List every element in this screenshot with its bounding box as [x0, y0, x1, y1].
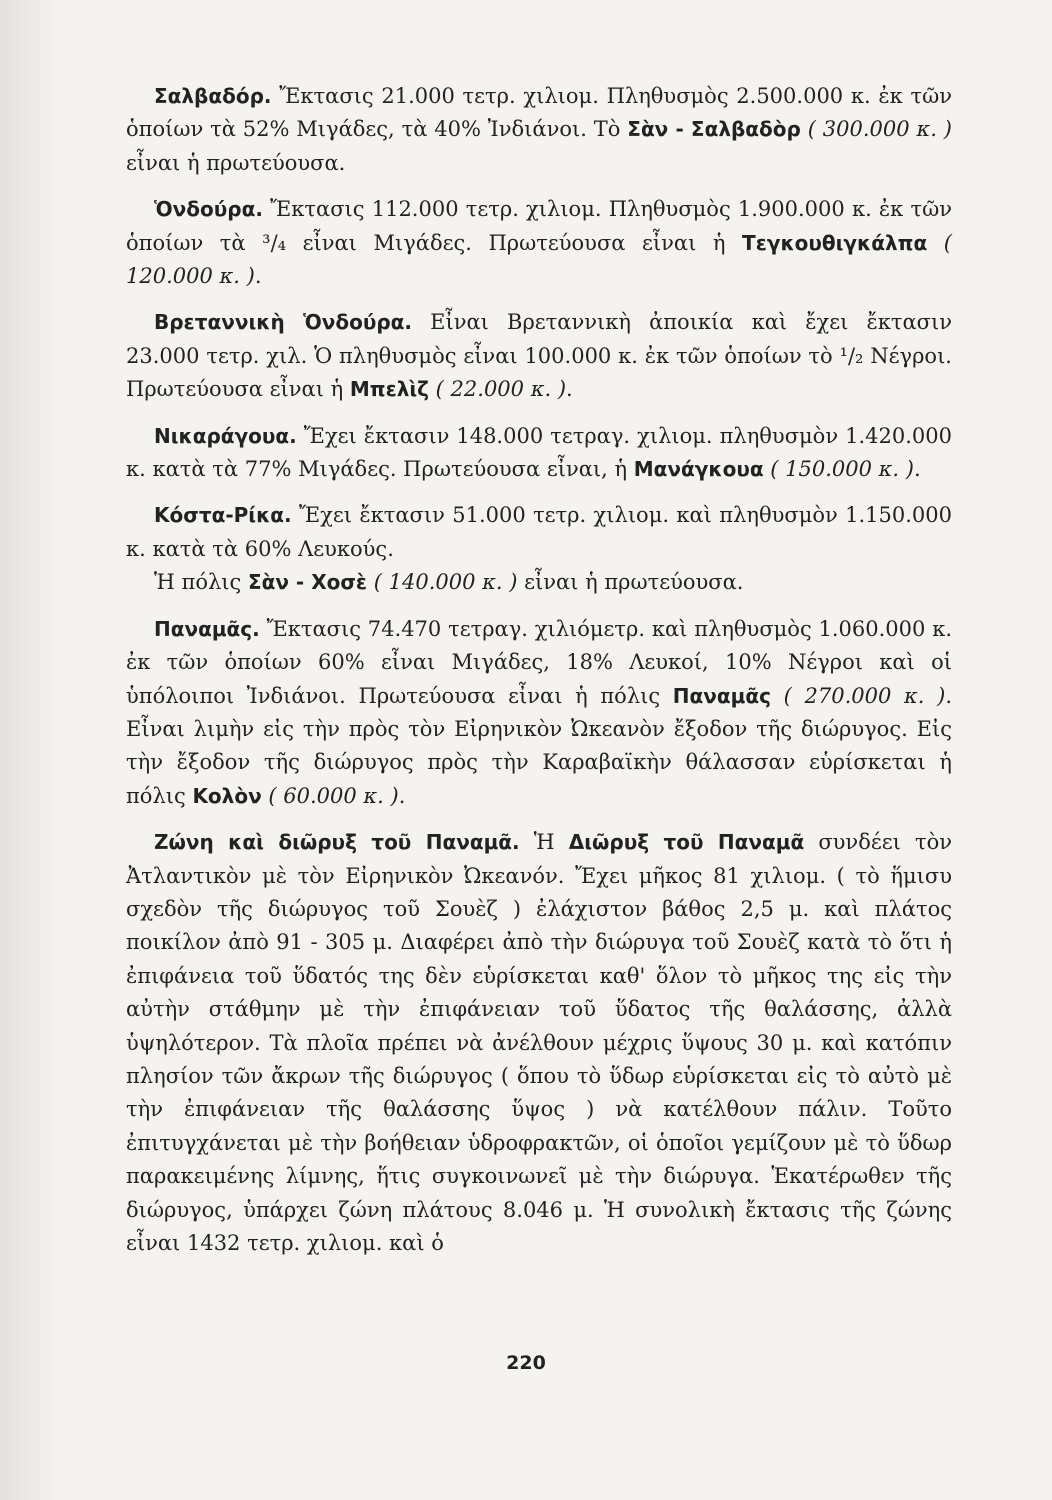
text: συνδέει τὸν Ἀτλαντικὸν μὲ τὸν Εἰρηνικὸν Ὠκεανόν. Ἔχει μῆκος 81 χιλιομ. ( τὸ ἥμισυ σχεδὸν τῆς διώρυγος τοῦ Σουὲζ ) ἐλάχιστον βάθος 2,5 μ. καὶ πλάτος ποικίλον ἀπὸ 91 - 305 μ. Διαφέρει ἀπὸ τὴν διώρυγα τοῦ Σουὲζ κατὰ τὸ ὅτι ἡ ἐπιφάνεια τοῦ ὕδατός της δὲν εὑρίσκεται καθ' ὅλον τὸ μῆκος της εἰς τὴν αὐτὴν στάθμην μὲ τὴν ἐπιφάνειαν τοῦ ὕδατος τῆς θαλάσσης, ἀλλὰ ὑψηλότερον. Τὰ πλοῖα πρέπει νὰ ἀνέλθουν μέχρις ὕψους 30 μ. καὶ κατόπιν πλησίον τῶν ἄκρων τῆς διώρυγος ( ὅπου τὸ ὕδωρ εὑρίσκεται εἰς τὸ αὐτὸ μὲ τὴν ἐπιφάνειαν τῆς θαλάσσης ὕψος ) νὰ κατέλθουν πάλιν. Τοῦτο ἐπιτυγχάνεται μὲ τὴν βοήθειαν ὑδροφρακτῶν, οἱ ὁποῖοι γεμίζουν μὲ τὸ ὕδωρ παρακειμένης λίμνης, ἥτις συγκοινωνεῖ μὲ τὴν διώρυγα. Ἑκατέρωθεν τῆς διώρυγος, ὑπάρχει ζώνη πλάτους 8.046 μ. Ἡ συνολικὴ ἔκτασις τῆς ζώνης εἶναι 1432 τετρ. χιλιομ. καὶ ὁ: [126, 830, 952, 1255]
paragraph-costa-rica: [126, 499, 952, 566]
paragraph-honduras: [126, 193, 952, 293]
paragraph-nicaragua: [126, 420, 952, 487]
bold-city: Κολὸν: [192, 783, 262, 808]
text: εἶναι ἡ πρωτεύουσα.: [524, 570, 744, 595]
bold-canal: Διῶρυξ τοῦ Παναμᾶ: [568, 830, 805, 855]
italic-population: ( 270.000 κ. ): [770, 683, 946, 708]
bold-city: Τεγκουθιγκάλπα: [742, 230, 928, 255]
heading-costa-rica: Κόστα-Ρίκα.: [154, 503, 292, 528]
italic-population: ( 60.000 κ. ): [261, 783, 399, 808]
text: Ἔκτασις 74.470 τετραγ. χιλιόμετρ. καὶ πληθυσμὸς 1.060.000 κ. ἐκ τῶν ὁποίων 60% εἶναι Μιγάδες, 18% Λευκοί, 10% Νέγροι καὶ οἱ ὑπόλοιποι Ἰνδιάνοι. Πρωτεύουσα εἶναι ἡ πόλις: [126, 616, 952, 708]
text: .: [254, 264, 262, 289]
italic-population: ( 300.000 κ. ): [800, 117, 952, 142]
heading-nicaragua: Νικαράγουα.: [154, 423, 297, 448]
text: εἶναι ἡ πρωτεύουσα.: [126, 150, 346, 175]
text: Ἡ πόλις: [154, 570, 248, 595]
text: . Εἶναι λιμὴν εἰς τὴν πρὸς τὸν Εἰρηνικὸν Ὠκεανὸν ἔξοδον τῆς διώρυγος. Εἰς τὴν ἔξοδον τῆς διώρυγος πρὸς τὴν Καραβαϊκὴν θάλασσαν εὑρίσκεται ἡ πόλις: [126, 683, 953, 808]
text: .: [398, 783, 406, 808]
bold-city: Σὰν - Σαλβαδὸρ: [627, 117, 801, 142]
heading-salvador: Σαλβαδόρ.: [154, 84, 272, 108]
page-number: 220: [506, 1352, 546, 1374]
italic-population: ( 120.000 κ. ): [126, 230, 952, 289]
italic-population: ( 150.000 κ. ): [763, 457, 914, 482]
heading-honduras: Ὁνδούρα.: [154, 197, 263, 222]
paragraph-british-honduras: [126, 306, 952, 406]
document-body: [126, 80, 952, 1273]
text: Ἔκτασις 112.000 τετρ. χιλιομ. Πληθυσμὸς 1.900.000 κ. ἐκ τῶν ὁποίων τὰ ³/₄ εἶναι Μιγάδες. Πρωτεύουσα εἶναι ἡ: [126, 197, 952, 255]
text: Εἶναι Βρεταννικὴ ἀποικία καὶ ἔχει ἔκτασιν 23.000 τετρ. χιλ. Ὁ πληθυσμὸς εἶναι 100.000 κ. ἐκ τῶν ὁποίων τὸ ¹/₂ Νέγροι. Πρωτεύουσα εἶναι ἡ: [126, 310, 952, 402]
paragraph-costa-rica-capital: [126, 566, 952, 599]
heading-british-honduras: Βρεταννικὴ Ὁνδούρα.: [154, 310, 413, 335]
italic-population: ( 22.000 κ. ): [429, 377, 567, 402]
page-edge-shadow: [0, 0, 60, 1500]
bold-city: Μπελὶζ: [349, 377, 429, 402]
paragraph-salvador: [126, 80, 952, 180]
text: Ἔχει ἔκτασιν 148.000 τετραγ. χιλιομ. πληθυσμὸν 1.420.000 κ. κατὰ τὰ 77% Μιγάδες. Πρωτεύουσα εἶναι, ἡ: [126, 423, 952, 482]
text: Ἔχει ἔκτασιν 51.000 τετρ. χιλιομ. καὶ πληθυσμὸν 1.150.000 κ. κατὰ τὰ 60% Λευκούς.: [126, 503, 952, 561]
text: .: [566, 377, 573, 402]
text: Ἡ: [519, 830, 569, 855]
paragraph-panama: [126, 613, 952, 813]
bold-city: Σὰν - Χοσὲ: [247, 570, 368, 595]
heading-panama: Παναμᾶς.: [154, 616, 260, 641]
paragraph-canal-zone: [126, 826, 952, 1260]
text: Ἔκτασις 21.000 τετρ. χιλιομ. Πληθυσμὸς 2.500.000 κ. ἐκ τῶν ὁποίων τὰ 52% Μιγάδες, τὰ 40% Ἰνδιάνοι. Τὸ: [126, 84, 952, 142]
bold-city: Μανάγκουα: [633, 457, 764, 482]
text: .: [913, 457, 921, 482]
bold-city: Παναμᾶς: [672, 683, 771, 708]
italic-population: ( 140.000 κ. ): [367, 570, 525, 595]
heading-canal-zone: Ζώνη καὶ διῶρυξ τοῦ Παναμᾶ.: [154, 830, 520, 855]
